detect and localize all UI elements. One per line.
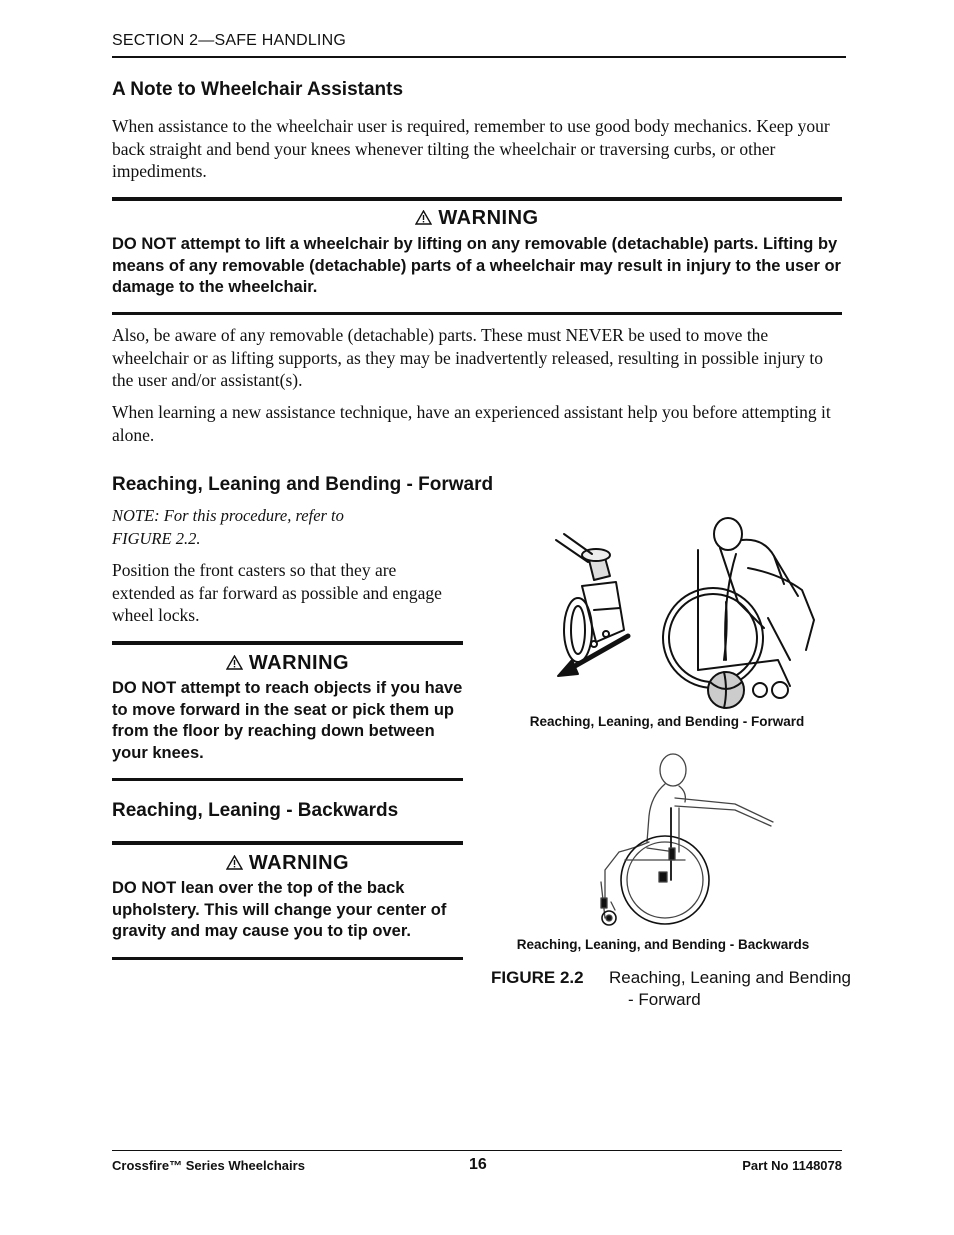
warning-triangle-icon xyxy=(226,855,243,870)
backwards-reaching-illustration xyxy=(575,752,780,932)
warning-body: DO NOT attempt to lift a wheelchair by lifting on any removable (detachable) parts. Lifting by means of any removable (detachable) parts of a wheelchair may result in injury to the user or damage to the wheelchair. xyxy=(112,235,841,296)
figure-caption-forward: Reaching, Leaning, and Bending - Forward xyxy=(529,714,805,729)
warning-box-backwards xyxy=(112,841,463,960)
figure-title-line2: - Forward xyxy=(628,990,701,1009)
warning-triangle-icon xyxy=(226,655,243,670)
warning-title: WARNING xyxy=(112,852,463,875)
backwards-heading: Reaching, Leaning - Backwards xyxy=(112,800,399,821)
warning-triangle-icon xyxy=(415,210,432,225)
warning-body: DO NOT lean over the top of the back upholstery. This will change your center of gravity and may cause you to tip over. xyxy=(112,879,447,940)
warning-box-forward xyxy=(112,641,463,781)
warning-title: WARNING xyxy=(112,652,463,675)
page-number: 16 xyxy=(469,1156,487,1173)
section-title: SECTION 2—SAFE HANDLING xyxy=(112,32,346,49)
figure-caption-backwards: Reaching, Leaning, and Bending - Backwards xyxy=(516,937,810,952)
forward-reaching-illustration xyxy=(528,510,818,710)
warning-box-lifting xyxy=(112,197,842,315)
footer-part-number: Part No 1148078 xyxy=(742,1158,842,1173)
forward-note: NOTE: For this procedure, refer to FIGURE 2.2. xyxy=(112,506,344,548)
figure-title-line1: Reaching, Leaning and Bending xyxy=(609,968,851,987)
warning-body: DO NOT attempt to reach objects if you have to move forward in the seat or pick them up from the floor by reaching down between your knees. xyxy=(112,679,463,762)
page-header xyxy=(112,32,846,58)
learning-paragraph: When learning a new assistance technique, have an experienced assistant help you before attempting it alone. xyxy=(112,402,831,445)
forward-body: Position the front casters so that they are extended as far forward as possible and engage wheel locks. xyxy=(112,560,442,625)
forward-heading: Reaching, Leaning and Bending - Forward xyxy=(112,474,494,495)
note-heading: A Note to Wheelchair Assistants xyxy=(112,79,404,100)
note-body: When assistance to the wheelchair user is required, remember to use good body mechanics. Keep your back straight and bend your knees whenever tilting the wheelchair or traversing curbs, or other impediments. xyxy=(112,116,830,181)
page-footer xyxy=(112,1150,842,1191)
footer-product: Crossfire™ Series Wheelchairs xyxy=(112,1158,305,1173)
warning-title: WARNING xyxy=(112,207,842,230)
aware-paragraph: Also, be aware of any removable (detachable) parts. These must NEVER be used to move the wheelchair or as lifting supports, as they may be inadvertently released, resulting in possible injury to the user and/or assistant(s). xyxy=(112,325,824,390)
figure-label: FIGURE 2.2 xyxy=(491,968,584,987)
